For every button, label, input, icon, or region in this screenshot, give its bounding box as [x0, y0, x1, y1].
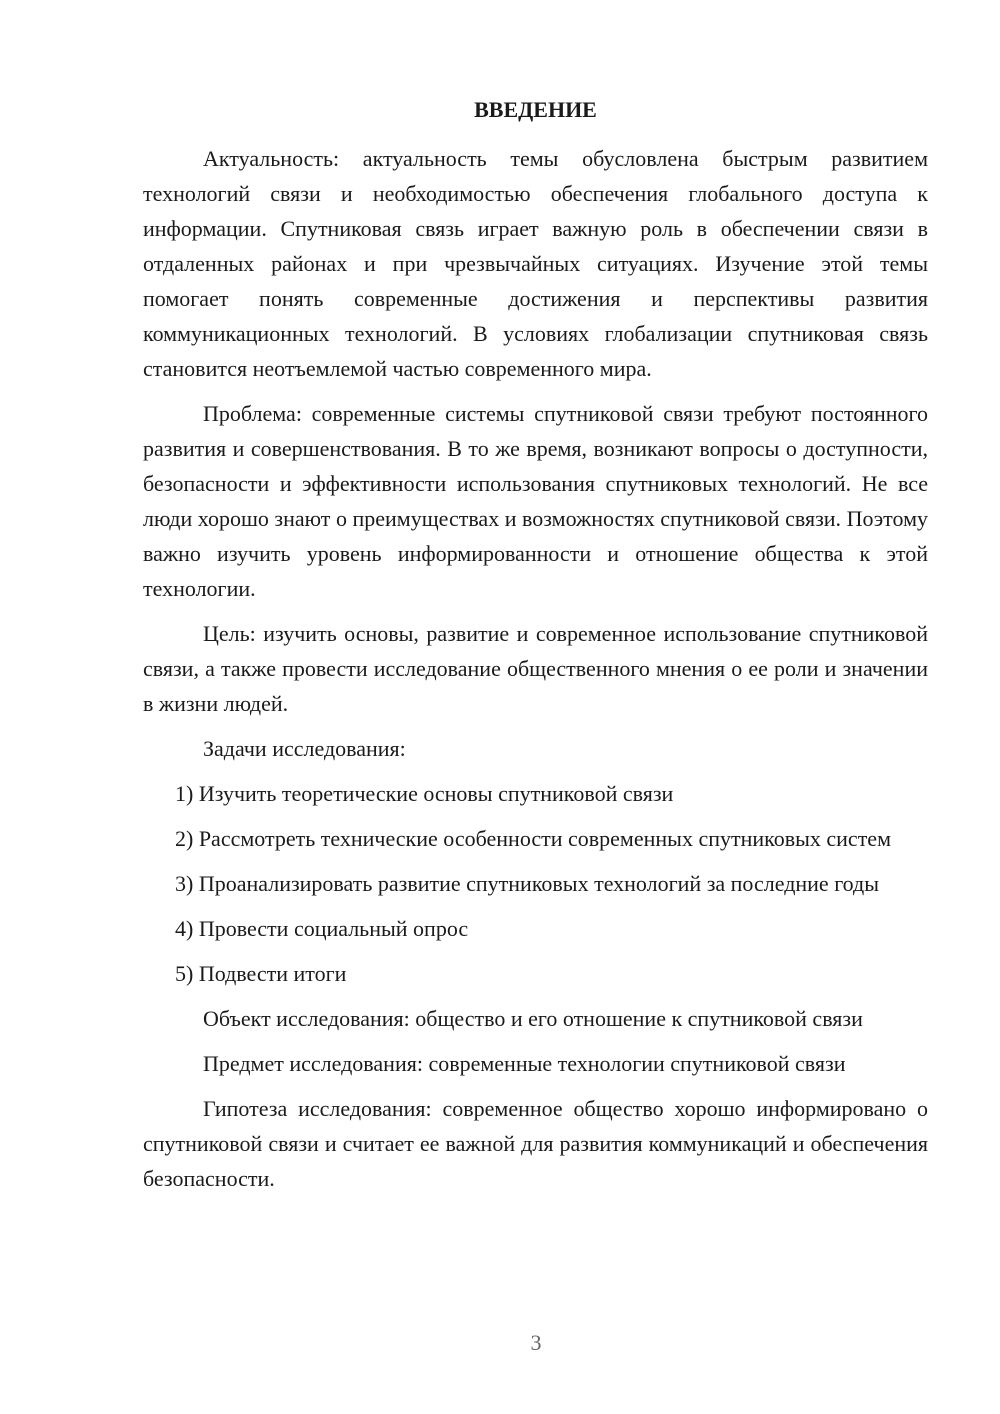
task-item-2: 2) Рассмотреть технические особенности современных спутниковых систем [175, 826, 891, 851]
document-page [143, 95, 928, 1206]
relevance-paragraph: Актуальность: актуальность темы обусловлена быстрым развитием технологий связи и необходимостью обеспечения глобального доступа к информации. Спутниковая связь играет важную роль в обеспечении связи в отдаленных районах и при чрезвычайных ситуациях. Изучение этой темы помогает понять современные достижения и перспективы развития коммуникационных технологий. В условиях глобализации спутниковая связь становится неотъемлемой частью современного мира. [143, 146, 928, 381]
section-title: ВВЕДЕНИЕ [474, 97, 597, 122]
hypothesis-paragraph: Гипотеза исследования: современное общество хорошо информировано о спутниковой связи и считает ее важной для развития коммуникаций и обеспечения безопасности. [143, 1096, 928, 1191]
problem-paragraph: Проблема: современные системы спутниковой связи требуют постоянного развития и совершенствования. В то же время, возникают вопросы о доступности, безопасности и эффективности использования спутниковых технологий. Не все люди хорошо знают о преимуществах и возможностях спутниковой связи. Поэтому важно изучить уровень информированности и отношение общества к этой технологии. [143, 401, 928, 601]
object-paragraph: Объект исследования: общество и его отношение к спутниковой связи [203, 1006, 863, 1031]
task-item-1: 1) Изучить теоретические основы спутниковой связи [175, 781, 674, 806]
task-item-3: 3) Проанализировать развитие спутниковых технологий за последние годы [175, 871, 880, 896]
tasks-heading: Задачи исследования: [203, 736, 406, 761]
goal-paragraph: Цель: изучить основы, развитие и современное использование спутниковой связи, а также провести исследование общественного мнения о ее роли и значении в жизни людей. [143, 621, 928, 716]
task-item-4: 4) Провести социальный опрос [175, 916, 469, 941]
page-number: 3 [530, 1330, 542, 1355]
task-item-5: 5) Подвести итоги [175, 961, 347, 986]
subject-paragraph: Предмет исследования: современные технологии спутниковой связи [203, 1051, 846, 1076]
